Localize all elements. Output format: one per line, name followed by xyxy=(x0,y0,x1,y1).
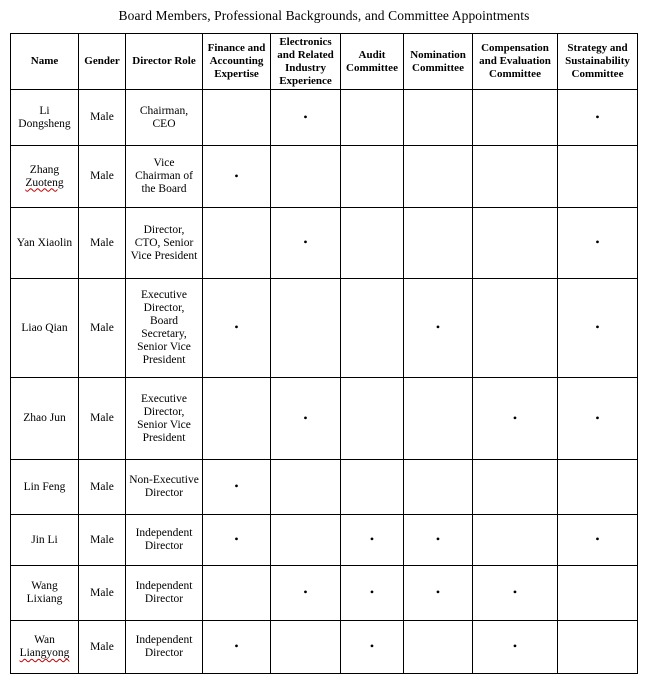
mark-cell-nomination-committee xyxy=(404,621,473,674)
member-name-text: Yan Xiaolin xyxy=(16,236,73,249)
mark-cell-electronics-experience xyxy=(271,146,341,208)
board-member-row xyxy=(11,460,638,515)
mark-cell-compensation-committee xyxy=(473,515,558,566)
appointment-dot: • xyxy=(595,532,600,546)
column-header-finance-expertise: Finance and Accounting Expertise xyxy=(203,34,271,90)
appointment-dot: • xyxy=(512,639,518,653)
mark-cell-compensation-committee xyxy=(473,90,558,146)
column-header-electronics-experience: Electronics and Related Industry Experience xyxy=(271,34,341,90)
mark-cell-strategy-committee xyxy=(558,621,638,674)
mark-cell-audit-committee xyxy=(341,208,404,279)
appointment-dot: • xyxy=(234,532,239,546)
member-gender-cell: Male xyxy=(79,378,126,460)
appointment-dot: • xyxy=(595,320,600,334)
mark-cell-audit-committee xyxy=(341,279,404,378)
member-name-text: Wan xyxy=(34,634,55,646)
appointment-dot: • xyxy=(435,532,441,546)
appointment-dot: • xyxy=(435,320,441,334)
mark-cell-compensation-committee xyxy=(473,279,558,378)
mark-cell-finance-expertise xyxy=(203,208,271,279)
mark-cell-finance-expertise xyxy=(203,515,271,566)
board-members-table xyxy=(10,33,638,674)
appointment-dot: • xyxy=(595,410,600,425)
appointment-dot: • xyxy=(512,585,518,599)
appointment-dot: • xyxy=(234,639,239,653)
mark-cell-electronics-experience xyxy=(271,621,341,674)
column-header-gender: Gender xyxy=(79,34,126,90)
board-member-row xyxy=(11,279,638,378)
mark-cell-audit-committee xyxy=(341,378,404,460)
member-name-cell xyxy=(11,378,79,460)
member-name-cell xyxy=(11,460,79,515)
mark-cell-compensation-committee xyxy=(473,621,558,674)
mark-cell-nomination-committee xyxy=(404,208,473,279)
appointment-dot: • xyxy=(303,109,308,124)
table-body xyxy=(11,90,638,674)
member-gender-cell: Male xyxy=(79,208,126,279)
member-name-text: Lin Feng xyxy=(23,480,66,493)
mark-cell-audit-committee xyxy=(341,566,404,621)
column-header-director-role: Director Role xyxy=(126,34,203,90)
member-name-text: Lixiang xyxy=(26,593,63,605)
mark-cell-finance-expertise xyxy=(203,621,271,674)
mark-cell-strategy-committee xyxy=(558,460,638,515)
mark-cell-compensation-committee xyxy=(473,566,558,621)
member-gender-cell: Male xyxy=(79,566,126,621)
mark-cell-nomination-committee xyxy=(404,460,473,515)
member-gender-cell: Male xyxy=(79,90,126,146)
mark-cell-strategy-committee xyxy=(558,146,638,208)
mark-cell-finance-expertise xyxy=(203,146,271,208)
member-name-cell xyxy=(11,279,79,378)
board-member-row xyxy=(11,515,638,566)
member-role-cell: Independent Director xyxy=(126,621,203,674)
mark-cell-finance-expertise xyxy=(203,460,271,515)
member-name-cell xyxy=(11,621,79,674)
mark-cell-nomination-committee xyxy=(404,515,473,566)
column-header-name: Name xyxy=(11,34,79,90)
member-name-text: Liao Qian xyxy=(21,321,68,334)
board-member-row xyxy=(11,621,638,674)
member-name-text: Jin Li xyxy=(31,533,58,546)
page-title: Board Members, Professional Backgrounds, and Committee Appointments xyxy=(118,8,530,23)
column-header-compensation-committee: Compensation and Evaluation Committee xyxy=(473,34,558,90)
member-gender-cell: Male xyxy=(79,621,126,674)
mark-cell-strategy-committee xyxy=(558,515,638,566)
member-name-misspelled-word: Liangyong xyxy=(19,647,70,659)
member-role-cell: Executive Director, Board Secretary, Senior Vice President xyxy=(126,279,203,378)
member-role-cell: Vice Chairman of the Board xyxy=(126,146,203,208)
mark-cell-compensation-committee xyxy=(473,378,558,460)
table-header xyxy=(11,34,638,90)
appointment-dot: • xyxy=(369,639,375,653)
column-header-nomination-committee: Nomination Committee xyxy=(404,34,473,90)
member-name-cell xyxy=(11,208,79,279)
mark-cell-compensation-committee xyxy=(473,208,558,279)
mark-cell-audit-committee xyxy=(341,146,404,208)
table-header-row xyxy=(11,34,638,90)
mark-cell-audit-committee xyxy=(341,515,404,566)
mark-cell-finance-expertise xyxy=(203,279,271,378)
mark-cell-audit-committee xyxy=(341,621,404,674)
appointment-dot: • xyxy=(595,235,600,249)
mark-cell-finance-expertise xyxy=(203,90,271,146)
mark-cell-strategy-committee xyxy=(558,378,638,460)
appointment-dot: • xyxy=(234,479,239,493)
appointment-dot: • xyxy=(512,410,518,425)
mark-cell-compensation-committee xyxy=(473,460,558,515)
member-name-cell xyxy=(11,566,79,621)
member-gender-cell: Male xyxy=(79,515,126,566)
mark-cell-strategy-committee xyxy=(558,90,638,146)
mark-cell-electronics-experience xyxy=(271,515,341,566)
mark-cell-nomination-committee xyxy=(404,378,473,460)
appointment-dot: • xyxy=(435,585,441,599)
member-name-cell xyxy=(11,146,79,208)
mark-cell-strategy-committee xyxy=(558,566,638,621)
member-name-text: Zhang xyxy=(29,163,60,176)
mark-cell-nomination-committee xyxy=(404,146,473,208)
board-member-row xyxy=(11,90,638,146)
mark-cell-nomination-committee xyxy=(404,90,473,146)
board-member-row xyxy=(11,146,638,208)
mark-cell-electronics-experience xyxy=(271,378,341,460)
member-name-cell xyxy=(11,90,79,146)
member-name-cell xyxy=(11,515,79,566)
mark-cell-strategy-committee xyxy=(558,279,638,378)
mark-cell-finance-expertise xyxy=(203,566,271,621)
board-member-row xyxy=(11,378,638,460)
appointment-dot: • xyxy=(369,532,375,546)
mark-cell-audit-committee xyxy=(341,460,404,515)
member-name-text: Dongsheng xyxy=(18,117,71,130)
column-header-strategy-committee: Strategy and Sustainability Committee xyxy=(558,34,638,90)
member-name-text: Zhao Jun xyxy=(23,412,66,424)
mark-cell-electronics-experience xyxy=(271,566,341,621)
mark-cell-compensation-committee xyxy=(473,146,558,208)
appointment-dot: • xyxy=(303,585,308,599)
mark-cell-strategy-committee xyxy=(558,208,638,279)
mark-cell-nomination-committee xyxy=(404,566,473,621)
mark-cell-audit-committee xyxy=(341,90,404,146)
appointment-dot: • xyxy=(303,410,308,425)
member-name-text: Li xyxy=(39,104,50,117)
appointment-dot: • xyxy=(234,320,239,334)
member-role-cell: Non-Executive Director xyxy=(126,460,203,515)
board-member-row xyxy=(11,208,638,279)
member-role-cell: Independent Director xyxy=(126,515,203,566)
member-gender-cell: Male xyxy=(79,279,126,378)
member-role-cell: Independent Director xyxy=(126,566,203,621)
member-role-cell: Executive Director, Senior Vice President xyxy=(126,378,203,460)
member-name-misspelled-word: Zuoteng xyxy=(25,176,64,189)
mark-cell-electronics-experience xyxy=(271,208,341,279)
appointment-dot: • xyxy=(303,235,308,249)
column-header-audit-committee: Audit Committee xyxy=(341,34,404,90)
member-gender-cell: Male xyxy=(79,460,126,515)
appointment-dot: • xyxy=(595,109,600,124)
member-role-cell: Director, CTO, Senior Vice President xyxy=(126,208,203,279)
mark-cell-finance-expertise xyxy=(203,378,271,460)
mark-cell-nomination-committee xyxy=(404,279,473,378)
mark-cell-electronics-experience xyxy=(271,460,341,515)
member-role-cell: Chairman, CEO xyxy=(126,90,203,146)
mark-cell-electronics-experience xyxy=(271,279,341,378)
mark-cell-electronics-experience xyxy=(271,90,341,146)
member-gender-cell: Male xyxy=(79,146,126,208)
appointment-dot: • xyxy=(369,585,375,599)
board-member-row xyxy=(11,566,638,621)
member-name-text: Wang xyxy=(31,580,58,592)
appointment-dot: • xyxy=(234,168,239,183)
